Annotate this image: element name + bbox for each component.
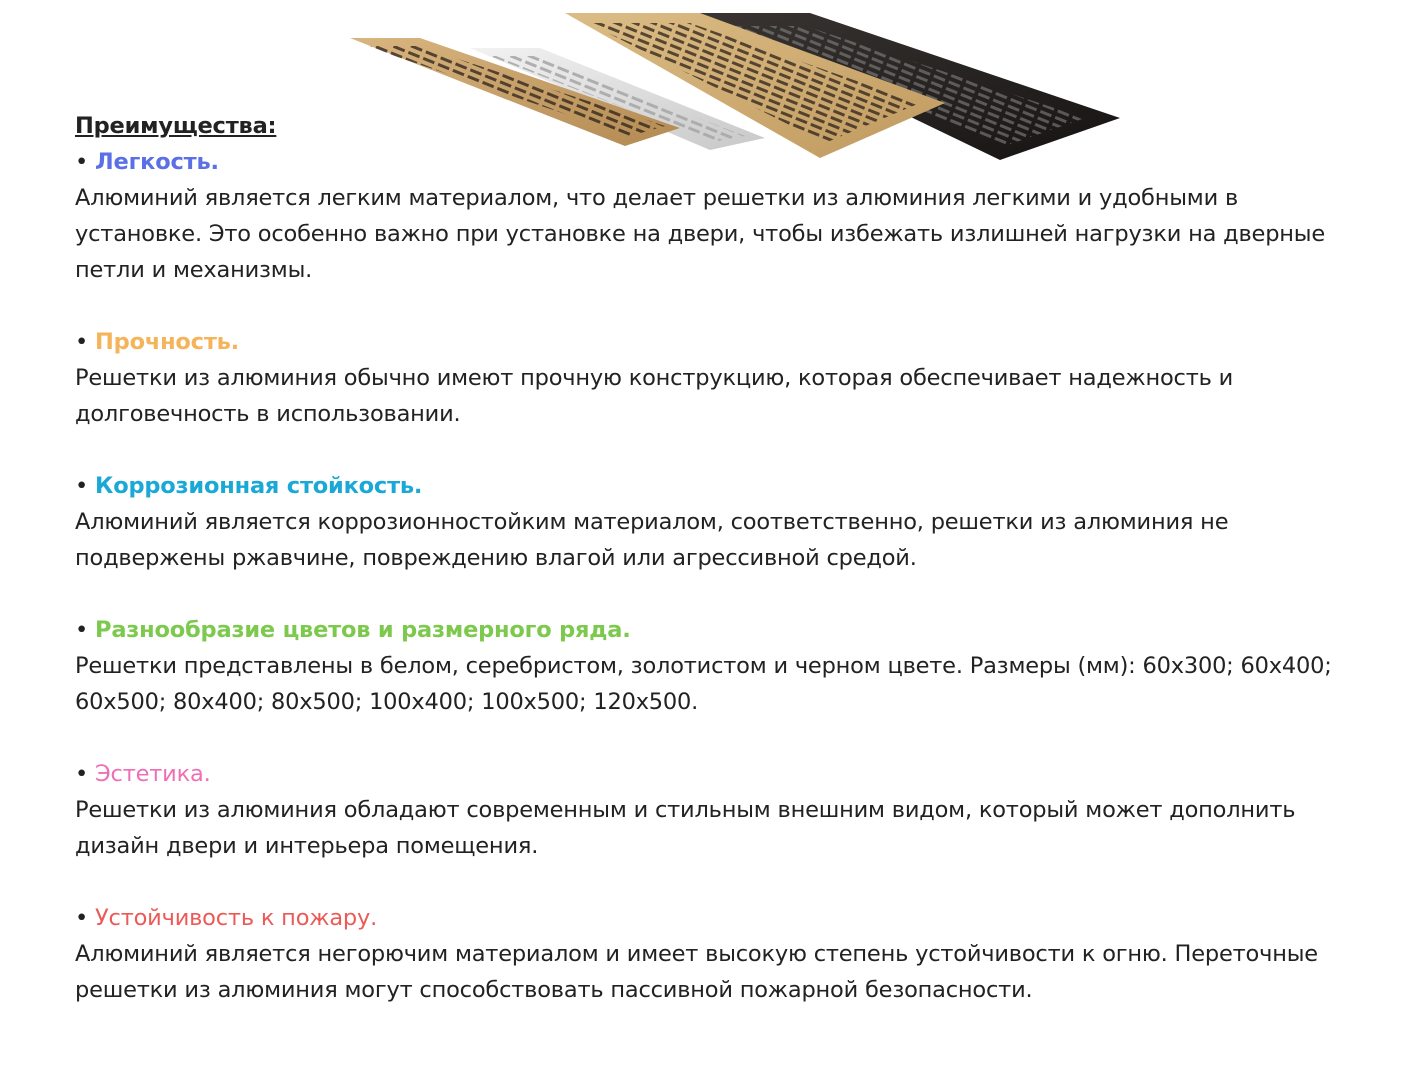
bullet-icon: • <box>75 149 89 175</box>
advantage-description: Алюминий является негорючим материалом и имеет высокую степень устойчивости к огню. Переточные решетки из алюминия могут способствовать пассивной пожарной безопасности. <box>75 941 1318 1003</box>
bullet-icon: • <box>75 905 89 931</box>
advantage-title-line <box>75 468 1365 504</box>
advantage-title-line <box>75 900 1365 936</box>
bullet-icon: • <box>75 473 89 499</box>
advantage-description: Решетки из алюминия обычно имеют прочную конструкцию, которая обеспечивает надежность и долговечность в использовании. <box>75 365 1234 427</box>
advantage-item <box>75 468 1365 576</box>
advantage-item <box>75 612 1365 720</box>
advantage-item <box>75 324 1365 432</box>
advantage-description: Алюминий является легким материалом, что делает решетки из алюминия легкими и удобными в установке. Это особенно важно при установке на двери, чтобы избежать излишней нагрузки на дверные петли и механизмы. <box>75 185 1325 283</box>
advantage-title: Прочность. <box>95 329 240 355</box>
advantage-description: Алюминий является коррозионностойким материалом, соответственно, решетки из алюминия не подвержены ржавчине, повреждению влагой или агрессивной средой. <box>75 509 1229 571</box>
bullet-icon: • <box>75 329 89 355</box>
advantage-description: Решетки из алюминия обладают современным и стильным внешним видом, который может дополнить дизайн двери и интерьера помещения. <box>75 797 1296 859</box>
advantages-heading: Преимущества: <box>75 113 277 139</box>
advantage-item <box>75 756 1365 864</box>
advantage-title-line <box>75 324 1365 360</box>
advantage-title: Легкость. <box>95 149 219 175</box>
advantage-title-line <box>75 756 1365 792</box>
bullet-icon: • <box>75 761 89 787</box>
advantage-title: Коррозионная стойкость. <box>95 473 423 499</box>
advantage-title: Устойчивость к пожару. <box>95 905 378 931</box>
advantage-item <box>75 900 1365 1008</box>
advantages-list <box>75 144 1365 1008</box>
advantage-item <box>75 144 1365 288</box>
advantage-title-line <box>75 144 1365 180</box>
advantage-title: Разнообразие цветов и размерного ряда. <box>95 617 631 643</box>
bullet-icon: • <box>75 617 89 643</box>
advantage-description: Решетки представлены в белом, серебристом, золотистом и черном цвете. Размеры (мм): 60х300; 60х400; 60х500; 80х400; 80х500; 100х400; 100х500; 120х500. <box>75 653 1332 715</box>
advantage-title-line <box>75 612 1365 648</box>
advantages-section <box>75 108 1365 1008</box>
advantage-title: Эстетика. <box>95 761 211 787</box>
